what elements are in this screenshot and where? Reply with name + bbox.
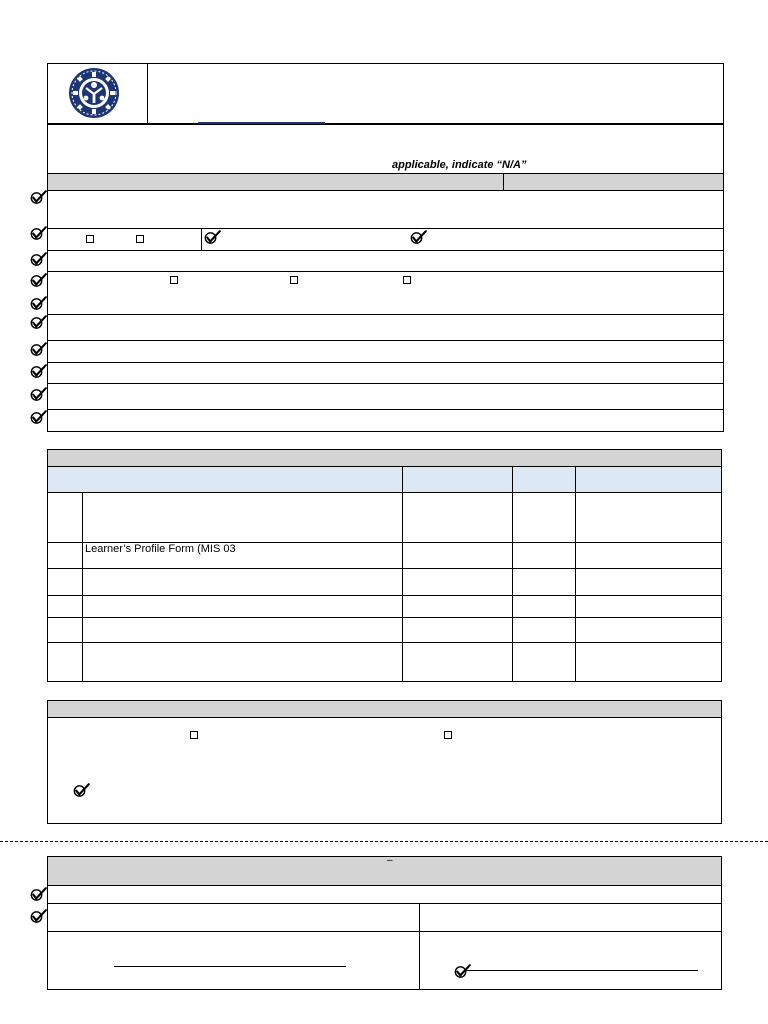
row-divider (47, 931, 722, 932)
info-section-header (47, 173, 724, 191)
option-checkbox[interactable] (403, 276, 411, 284)
checked-checkbox-icon[interactable] (73, 783, 90, 798)
check-mark-icon (30, 226, 47, 241)
check-mark-icon (30, 190, 47, 205)
check-mark-icon (30, 387, 47, 402)
check-mark-icon (30, 296, 47, 311)
admission-slip-header (47, 856, 722, 886)
row-divider (47, 383, 724, 384)
check-mark-icon (30, 342, 47, 357)
column-divider (419, 903, 420, 990)
applicant-info-table (47, 190, 724, 432)
check-mark-icon (30, 252, 47, 267)
row-divider (47, 492, 722, 493)
check-mark-icon (30, 909, 47, 924)
row-divider (47, 903, 722, 904)
row-divider (47, 250, 724, 251)
row-divider (47, 340, 724, 341)
row-divider (47, 362, 724, 363)
column-divider (82, 492, 83, 682)
result-option-checkbox[interactable] (190, 731, 198, 739)
requirement-row-2-document: Learner’s Profile Form (MIS 03 (85, 543, 236, 555)
agency-gear-seal-icon (64, 66, 124, 120)
cut-line (0, 841, 768, 842)
column-divider (201, 228, 202, 250)
row-divider (47, 409, 724, 410)
checked-checkbox-icon[interactable] (454, 964, 471, 979)
header-divider (147, 63, 148, 124)
signature-line-left (114, 966, 346, 967)
row-divider (47, 271, 724, 272)
row-divider (47, 228, 724, 229)
admission-slip-dash: – (387, 855, 393, 866)
instructions-box (47, 124, 724, 174)
row-divider (47, 568, 722, 569)
option-checkbox[interactable] (86, 235, 94, 243)
result-option-checkbox[interactable] (444, 731, 452, 739)
option-checkbox[interactable] (170, 276, 178, 284)
option-checkbox[interactable] (136, 235, 144, 243)
check-mark-icon (30, 315, 47, 330)
row-divider (47, 595, 722, 596)
check-mark-icon (30, 410, 47, 425)
requirements-header (47, 449, 722, 467)
check-mark-icon (30, 887, 47, 902)
row-divider (47, 617, 722, 618)
signature-line-right (466, 970, 698, 971)
checked-checkbox-icon[interactable] (410, 230, 427, 245)
admission-slip-body (47, 885, 722, 990)
result-section (47, 717, 722, 824)
column-divider (512, 466, 513, 682)
check-mark-icon (30, 273, 47, 288)
requirements-table (47, 466, 722, 682)
option-checkbox[interactable] (290, 276, 298, 284)
info-header-divider (503, 173, 504, 191)
row-divider (47, 642, 722, 643)
checked-checkbox-icon[interactable] (204, 230, 221, 245)
check-mark-icon (30, 364, 47, 379)
row-divider (47, 314, 724, 315)
result-section-header (47, 700, 722, 718)
column-divider (402, 466, 403, 682)
form-header (47, 63, 724, 125)
column-divider (575, 466, 576, 682)
agency-logo (64, 66, 124, 120)
na-instruction: applicable, indicate “N/A” (392, 159, 527, 171)
